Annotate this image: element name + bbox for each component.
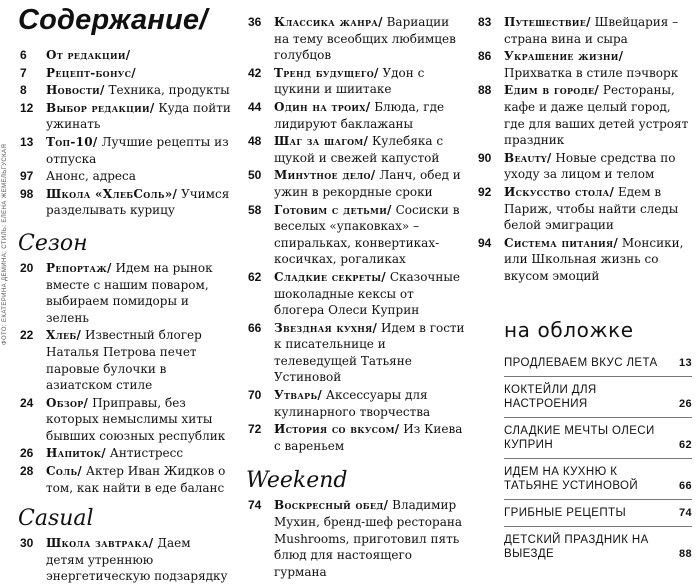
toc-entry [478, 235, 692, 285]
toc-entry [248, 387, 466, 420]
toc-entry [20, 82, 232, 99]
page-number: 6 [20, 48, 27, 62]
contents-list [20, 47, 232, 219]
cover-item-title: КОКТЕЙЛИ ДЛЯ НАСТРОЕНИЯ [504, 384, 597, 410]
toc-entry [478, 14, 692, 47]
toc-entry [20, 186, 232, 219]
entry-description: Блюда, где лидируют баклажаны [274, 99, 445, 131]
photo-credit: ФОТО: ЕКАТЕРИНА ДЕМИНА; СТИЛЬ: ЕЛЕНА ЖЕМЕЛЬГУСКАЯ [2, 143, 8, 345]
entry-description: Куда пойти ужинать [46, 100, 231, 132]
page-number: 74 [248, 498, 262, 513]
page-number: 86 [478, 49, 492, 64]
toc-entry [20, 134, 232, 167]
toc-entry [20, 327, 232, 393]
entry-heading: Звездная кухня/ [274, 320, 378, 335]
entry-description: Антистресс [109, 446, 184, 461]
page-number: 70 [248, 388, 262, 403]
page-number: 44 [248, 99, 262, 114]
page-number: 66 [248, 320, 262, 335]
page-number: 94 [478, 235, 492, 250]
entry-description: Идем на рынок вместе с нашим поваром, выбираем помидоры и зелень [46, 260, 213, 325]
entry-heading: Топ-10/ [46, 134, 98, 149]
entry-description: Из Киева с вареньем [274, 422, 463, 453]
cover-item-page: 74 [678, 507, 692, 519]
page-number: 36 [248, 15, 262, 29]
page-number: 92 [478, 184, 492, 199]
toc-entry [248, 99, 466, 132]
page-number: 48 [248, 134, 262, 149]
toc-entry [20, 463, 232, 496]
entry-description: Ланч, обед и ужин в рекордные сроки [274, 168, 461, 199]
cover-item-title: ПРОДЛЕВАЕМ ВКУС ЛЕТА [504, 357, 658, 369]
entry-heading: Рецепт-бонус/ [46, 65, 136, 80]
entry-description: Анонс, адреса [46, 169, 136, 184]
entry-heading: Система питания/ [504, 235, 619, 250]
entry-heading: Сладкие секреты/ [274, 269, 386, 284]
entry-description: Актер Иван Жидков о том, как найти в еде баланс [46, 464, 226, 495]
toc-entry [20, 47, 232, 64]
entry-heading: Выбор редакции/ [46, 100, 155, 115]
cover-item-title: ДЕТСКИЙ ПРАЗДНИК НА ВЫЕЗДЕ [504, 534, 649, 560]
page-number: 24 [20, 395, 34, 410]
cover-item-title: ИДЕМ НА КУХНЮ К ТАТЬЯНЕ УСТИНОВОЙ [504, 466, 639, 492]
section-season-title: Сезон [18, 230, 88, 256]
page-number: 72 [248, 422, 262, 437]
entry-description: Монсики, или Школьная жизнь со вкусом эмоций [504, 235, 684, 283]
entry-heading: Тренд будущего/ [274, 65, 379, 80]
page-number: 30 [20, 536, 34, 551]
cover-item-page: 88 [678, 548, 692, 560]
column-1 [20, 0, 232, 586]
entry-heading: Beauty/ [504, 150, 552, 165]
entry-heading: От редакции/ [46, 48, 131, 62]
toc-entry [20, 395, 232, 445]
entry-description: Новые средства по уходу за лицом и телом [504, 150, 676, 182]
page-number: 58 [248, 202, 262, 217]
column-3 [478, 14, 692, 286]
entry-description: Рестораны, кафе и даже целый город, где для ваших детей устроят праздник [504, 83, 689, 148]
page-number: 26 [20, 446, 34, 461]
contents-list [248, 14, 466, 454]
entry-heading: Украшение жизни/ [504, 49, 624, 64]
entry-description: Учимся разделывать курицу [46, 186, 230, 218]
entry-heading: Минутное дело/ [274, 168, 376, 183]
entry-description: Известный блогер Наталья Петрова печет паровые булочки в азиатском стиле [46, 328, 202, 393]
casual-list [20, 535, 232, 585]
page-number: 22 [20, 328, 34, 343]
page-number: 20 [20, 260, 34, 275]
entry-description: Сосиски в веселых «упаковках» – спиральках, конвертиках-косичках, рогаликах [274, 202, 460, 267]
cover-item-page: 66 [678, 480, 692, 492]
page-number: 28 [20, 464, 34, 479]
page-number: 98 [20, 186, 34, 201]
entry-heading: Утварь/ [274, 388, 323, 403]
entry-description: Швейцария – страна вина и сыра [504, 15, 679, 46]
cover-item-title: СЛАДКИЕ МЕЧТЫ ОЛЕСИ КУПРИН [504, 425, 655, 451]
entry-heading: Новости/ [46, 83, 105, 98]
weekend-list [248, 497, 466, 580]
entry-description: Едем в Париж, чтобы найти следы белой эмиграции [504, 184, 679, 233]
entry-description: Вариации на тему всеобщих любимцев голубцов [274, 15, 456, 63]
page-number: 62 [248, 269, 262, 284]
entry-heading: Воскресный обед/ [274, 498, 389, 513]
page-number: 7 [20, 65, 27, 80]
contents-list [478, 14, 692, 285]
toc-entry [478, 150, 692, 183]
column-2 [248, 14, 466, 581]
page-number: 12 [20, 100, 34, 115]
cover-item-page: 62 [678, 439, 692, 451]
page-number: 88 [478, 83, 492, 98]
page-number: 8 [20, 83, 27, 98]
toc-entry [20, 168, 232, 185]
cover-item [504, 499, 692, 526]
entry-heading: Готовим с детьми/ [274, 202, 392, 217]
cover-item-page: 26 [678, 398, 692, 410]
toc-entry [248, 167, 466, 200]
page-number: 13 [20, 134, 34, 149]
page-number: 83 [478, 15, 492, 29]
toc-entry [20, 100, 232, 133]
toc-entry [478, 48, 692, 81]
entry-heading: Обзор/ [46, 395, 89, 410]
entry-description: Аксессуары для кулинарного творчества [274, 388, 431, 419]
entry-heading: Школа завтрака/ [46, 536, 154, 551]
on-cover-title: на обложке [504, 318, 634, 342]
toc-entry [478, 184, 692, 234]
toc-entry [20, 65, 232, 82]
entry-heading: Едим в городе/ [504, 83, 600, 98]
entry-heading: Шаг за шагом/ [274, 134, 369, 149]
entry-description: Сказочные шоколадные кексы от блогера Олеси Куприн [274, 269, 461, 318]
entry-description: Владимир Мухин, бренд-шеф ресторана Mushrooms, приготовил пять блюд для настоящего гурмана [274, 498, 463, 579]
entry-description: Прихватка в стиле пэчворк [504, 65, 679, 80]
toc-entry [248, 497, 466, 580]
toc-entry [20, 260, 232, 326]
cover-item-title: ГРИБНЫЕ РЕЦЕПТЫ [504, 507, 627, 519]
entry-heading: Школа «ХлебСоль»/ [46, 186, 178, 201]
entry-description: Приправы, без которых немыслимы хиты бывших союзных республик [46, 395, 226, 443]
entry-description: Идем в гости к писательнице и телеведущей Татьяне Устиновой [274, 320, 465, 385]
entry-heading: Хлеб/ [46, 328, 82, 343]
toc-entry [248, 269, 466, 319]
toc-entry [20, 445, 232, 462]
on-cover-list [478, 350, 692, 567]
contents-title: Содержание/ [18, 4, 208, 36]
entry-heading: Искусство стола/ [504, 184, 615, 199]
page-number: 42 [248, 65, 262, 80]
entry-heading: Соль/ [46, 464, 83, 479]
page-number: 97 [20, 169, 34, 184]
entry-description: Техника, продукты [108, 83, 230, 98]
season-list [20, 260, 232, 496]
section-weekend-title: Weekend [246, 468, 348, 494]
toc-entry [248, 14, 466, 64]
entry-description: Кулебяка с щукой и свежей капустой [274, 134, 444, 165]
toc-entry [248, 202, 466, 268]
toc-entry [20, 535, 232, 585]
page-number: 50 [248, 168, 262, 183]
toc-entry [248, 320, 466, 386]
cover-item [504, 376, 692, 417]
entry-description: Даем детям утреннюю энергетическую подзарядку [46, 536, 228, 584]
entry-heading: Один на троих/ [274, 99, 371, 114]
entry-heading: Классика жанра/ [274, 15, 383, 29]
entry-description: Удон с цукини и шиитаке [274, 65, 425, 97]
entry-heading: История со вкусом/ [274, 422, 400, 437]
cover-item-page: 13 [678, 357, 692, 369]
page-number: 90 [478, 150, 492, 165]
entry-description: Лучшие рецепты из отпуска [46, 134, 229, 166]
on-cover-box [478, 318, 692, 567]
cover-item [504, 417, 692, 458]
section-casual-title: Casual [18, 506, 94, 532]
toc-entry [248, 133, 466, 166]
entry-heading: Путешествие/ [504, 15, 591, 29]
entry-heading: Репортаж/ [46, 260, 112, 275]
entry-heading: Напиток/ [46, 446, 106, 461]
toc-entry [248, 65, 466, 98]
cover-item [504, 458, 692, 499]
toc-entry [478, 82, 692, 148]
toc-entry [248, 421, 466, 454]
cover-item [504, 350, 692, 376]
